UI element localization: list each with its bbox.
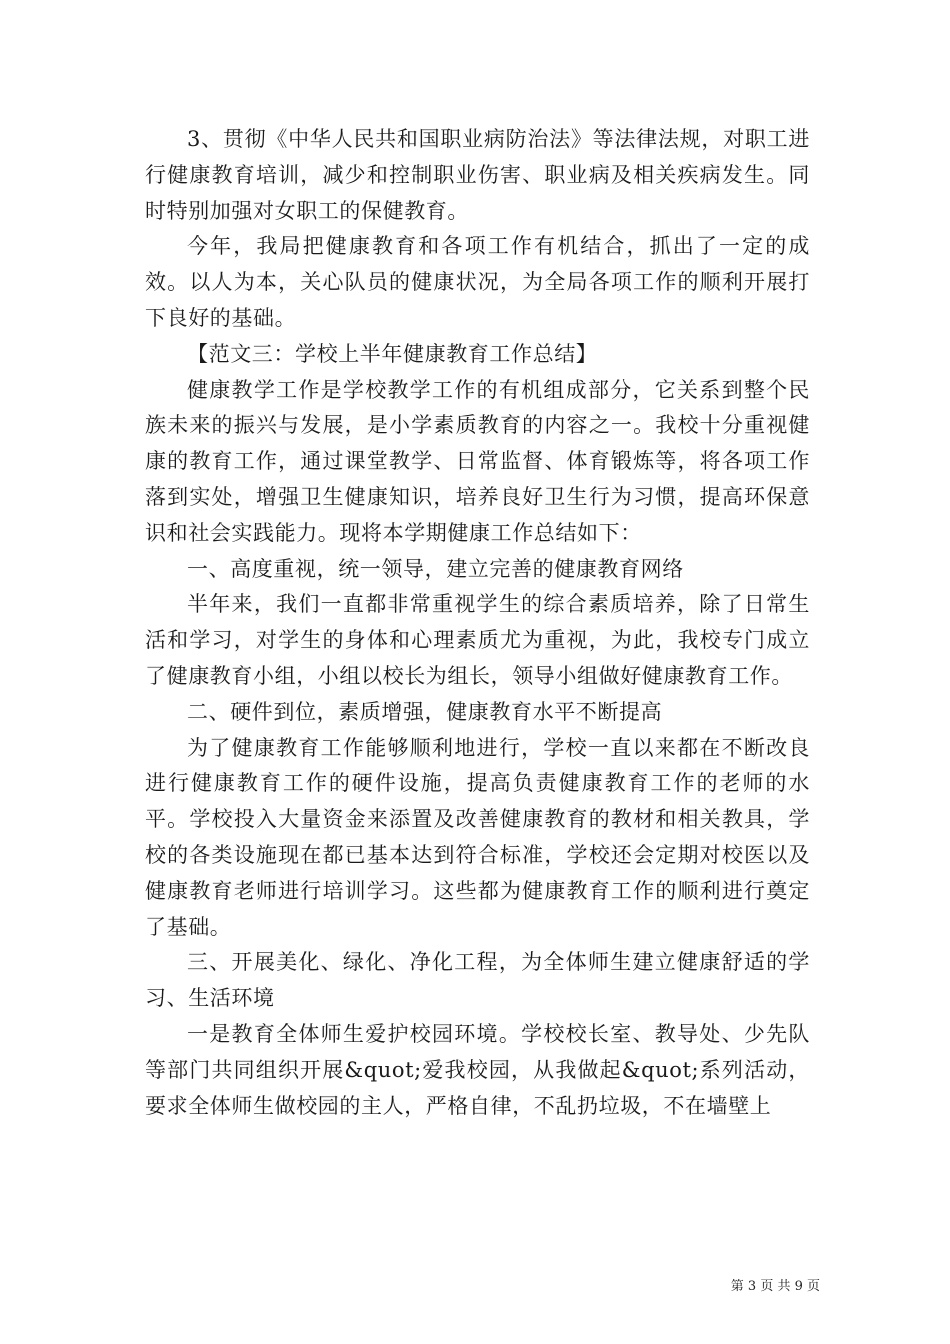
page-number-footer: 第 3 页 共 9 页 — [730, 1279, 820, 1294]
subheading-three: 三、开展美化、绿化、净化工程，为全体师生建立健康舒适的学习、生活环境 — [145, 950, 810, 1011]
paragraph-campus-environment: 一是教育全体师生爱护校园环境。学校校长室、教导处、少先队等部门共同组织开展&quot;爱我校园，从我做起&quot;系列活动，要求全体师生做校园的主人，严格自律，不乱扔垃圾，不在墙壁上 — [145, 1021, 810, 1118]
document-body — [145, 122, 810, 1124]
paragraph-occupational-law: 3、贯彻《中华人民共和国职业病防治法》等法律法规，对职工进行健康教育培训，减少和控制职业伤害、职业病及相关疾病发生。同时特别加强对女职工的保健教育。 — [145, 127, 810, 223]
subheading-one: 一、高度重视，统一领导，建立完善的健康教育网络 — [187, 556, 684, 581]
paragraph-hardware: 为了健康教育工作能够顺利地进行，学校一直以来都在不断改良进行健康教育工作的硬件设施，提高负责健康教育工作的老师的水平。学校投入大量资金来添置及改善健康教育的教材和相关教具，学校的各类设施现在都已基本达到符合标准，学校还会定期对校医以及健康教育老师进行培训学习。这些都为健康教育工作的顺利进行奠定了基础。 — [145, 735, 810, 939]
subheading-two: 二、硬件到位，素质增强，健康教育水平不断提高 — [187, 699, 663, 724]
paragraph-this-year-results: 今年，我局把健康教育和各项工作有机结合，抓出了一定的成效。以人为本，关心队员的健康状况，为全局各项工作的顺利开展打下良好的基础。 — [145, 234, 810, 330]
section-heading-sample-three: 【范文三：学校上半年健康教育工作总结】 — [187, 341, 598, 366]
paragraph-health-teaching-intro: 健康教学工作是学校教学工作的有机组成部分，它关系到整个民族未来的振兴与发展，是小学素质教育的内容之一。我校十分重视健康的教育工作，通过课堂教学、日常监督、体育锻炼等，将各项工作落到实处，增强卫生健康知识，培养良好卫生行为习惯，提高环保意识和社会实践能力。现将本学期健康工作总结如下： — [145, 377, 810, 545]
paragraph-half-year: 半年来，我们一直都非常重视学生的综合素质培养，除了日常生活和学习，对学生的身体和心理素质尤为重视，为此，我校专门成立了健康教育小组，小组以校长为组长，领导小组做好健康教育工作。 — [145, 592, 810, 688]
